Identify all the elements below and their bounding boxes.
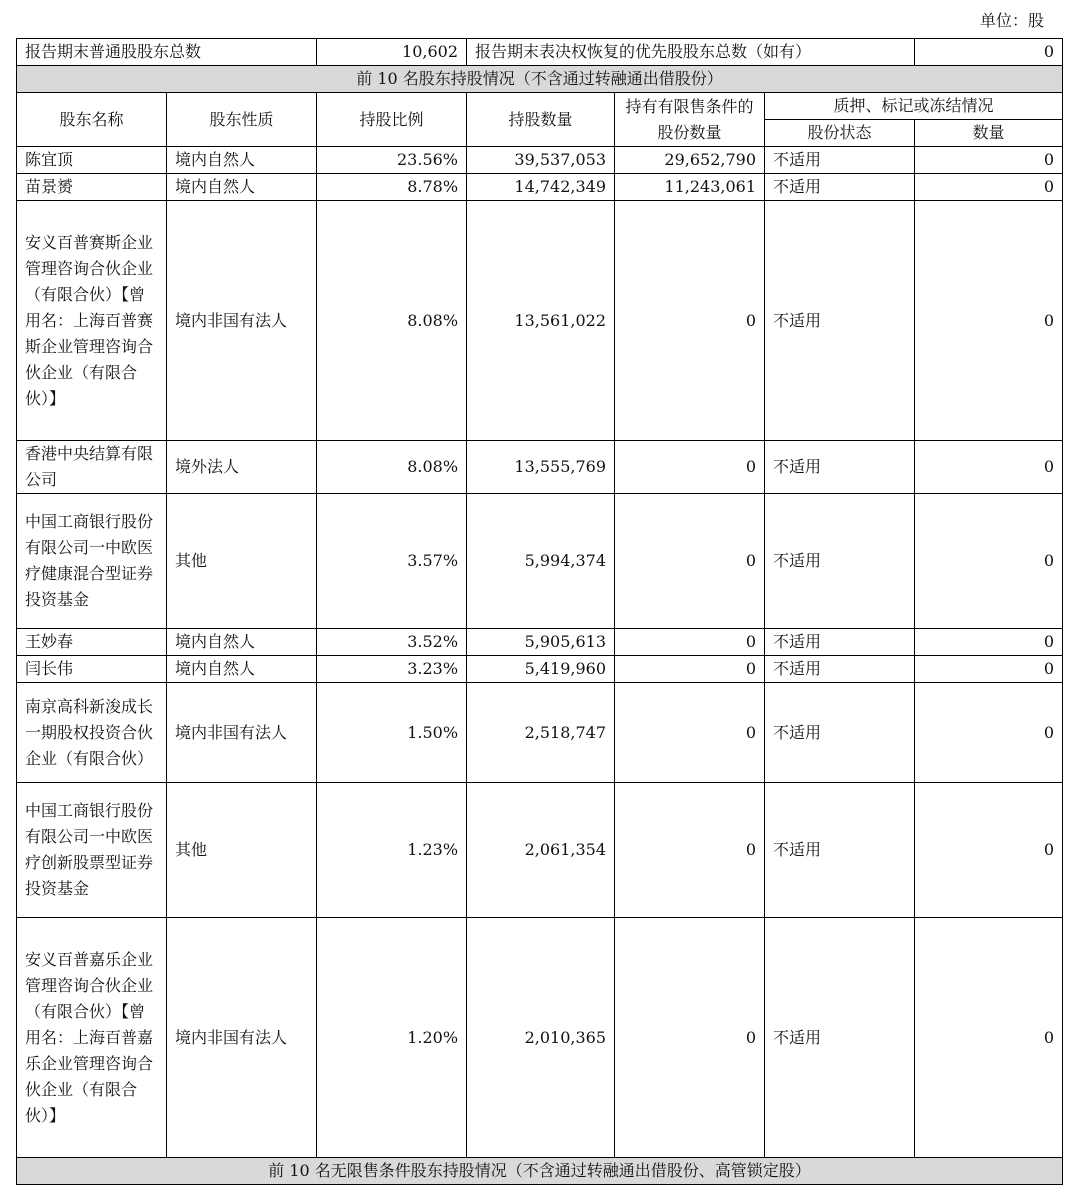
restricted-share-count: 11,243,061: [615, 174, 765, 201]
table-row: [17, 656, 1063, 683]
shareholder-nature: 境内自然人: [167, 147, 317, 174]
shareholder-name: 苗景赟: [17, 174, 167, 201]
shareholder-table: [16, 38, 1063, 1185]
pledge-status: 不适用: [765, 174, 915, 201]
share-count: 5,419,960: [467, 656, 615, 683]
pledge-quantity: 0: [915, 441, 1063, 494]
header-restricted: 持有有限售条件的股份数量: [615, 93, 765, 147]
header-ratio: 持股比例: [317, 93, 467, 147]
pledge-quantity: 0: [915, 918, 1063, 1158]
holding-ratio: 3.52%: [317, 629, 467, 656]
shareholder-nature: 境外法人: [167, 441, 317, 494]
pledge-quantity: 0: [915, 683, 1063, 783]
table-row: [17, 629, 1063, 656]
shareholder-name: 王妙春: [17, 629, 167, 656]
restricted-share-count: 0: [615, 494, 765, 629]
shareholder-nature: 境内非国有法人: [167, 918, 317, 1158]
holding-ratio: 1.20%: [317, 918, 467, 1158]
pledge-status: 不适用: [765, 783, 915, 918]
pledge-quantity: 0: [915, 629, 1063, 656]
pledge-status: 不适用: [765, 683, 915, 783]
restricted-share-count: 0: [615, 683, 765, 783]
header-name: 股东名称: [17, 93, 167, 147]
preferred-holders-label: 报告期末表决权恢复的优先股股东总数（如有）: [467, 39, 915, 66]
holding-ratio: 1.23%: [317, 783, 467, 918]
pledge-status: 不适用: [765, 494, 915, 629]
common-holders-value: 10,602: [317, 39, 467, 66]
shareholder-nature: 其他: [167, 494, 317, 629]
unit-label: 单位：股: [979, 11, 1044, 30]
pledge-quantity: 0: [915, 147, 1063, 174]
holding-ratio: 3.23%: [317, 656, 467, 683]
shareholder-name: 安义百普赛斯企业管理咨询合伙企业（有限合伙）【曾用名：上海百普赛斯企业管理咨询合伙企业（有限合伙）】: [17, 201, 167, 441]
pledge-status: 不适用: [765, 441, 915, 494]
header-row-1: [17, 93, 1063, 120]
share-count: 5,994,374: [467, 494, 615, 629]
share-count: 2,061,354: [467, 783, 615, 918]
shareholder-nature: 其他: [167, 783, 317, 918]
table-row: [17, 174, 1063, 201]
pledge-status: 不适用: [765, 201, 915, 441]
common-holders-label: 报告期末普通股股东总数: [17, 39, 317, 66]
shareholder-nature: 境内非国有法人: [167, 683, 317, 783]
header-pledge: 质押、标记或冻结情况: [765, 93, 1063, 120]
pledge-quantity: 0: [915, 174, 1063, 201]
pledge-status: 不适用: [765, 629, 915, 656]
table-row: [17, 201, 1063, 441]
restricted-share-count: 0: [615, 201, 765, 441]
shareholder-name: 南京高科新浚成长一期股权投资合伙企业（有限合伙）: [17, 683, 167, 783]
holding-ratio: 8.78%: [317, 174, 467, 201]
share-count: 13,561,022: [467, 201, 615, 441]
pledge-quantity: 0: [915, 783, 1063, 918]
shareholder-nature: 境内自然人: [167, 629, 317, 656]
share-count: 2,518,747: [467, 683, 615, 783]
shareholder-name: 闫长伟: [17, 656, 167, 683]
holding-ratio: 1.50%: [317, 683, 467, 783]
share-count: 5,905,613: [467, 629, 615, 656]
shareholder-name: 安义百普嘉乐企业管理咨询合伙企业（有限合伙）【曾用名：上海百普嘉乐企业管理咨询合伙企业（有限合伙）】: [17, 918, 167, 1158]
preferred-holders-value: 0: [915, 39, 1063, 66]
header-status: 股份状态: [765, 120, 915, 147]
section-title-row: [17, 1158, 1063, 1185]
restricted-share-count: 0: [615, 629, 765, 656]
pledge-status: 不适用: [765, 656, 915, 683]
header-shares: 持股数量: [467, 93, 615, 147]
shareholder-name: 陈宜顶: [17, 147, 167, 174]
restricted-share-count: 29,652,790: [615, 147, 765, 174]
pledge-status: 不适用: [765, 147, 915, 174]
share-count: 2,010,365: [467, 918, 615, 1158]
section-restricted-title: 前 10 名无限售条件股东持股情况（不含通过转融通出借股份、高管锁定股）: [17, 1158, 1063, 1185]
header-nature: 股东性质: [167, 93, 317, 147]
table-row: [17, 918, 1063, 1158]
summary-row: [17, 39, 1063, 66]
restricted-share-count: 0: [615, 783, 765, 918]
shareholder-nature: 境内自然人: [167, 656, 317, 683]
table-row: [17, 783, 1063, 918]
table-row: [17, 494, 1063, 629]
share-count: 39,537,053: [467, 147, 615, 174]
share-count: 14,742,349: [467, 174, 615, 201]
table-row: [17, 441, 1063, 494]
holding-ratio: 8.08%: [317, 201, 467, 441]
table-row: [17, 147, 1063, 174]
pledge-quantity: 0: [915, 494, 1063, 629]
holding-ratio: 23.56%: [317, 147, 467, 174]
pledge-quantity: 0: [915, 201, 1063, 441]
pledge-status: 不适用: [765, 918, 915, 1158]
restricted-share-count: 0: [615, 918, 765, 1158]
share-count: 13,555,769: [467, 441, 615, 494]
restricted-share-count: 0: [615, 441, 765, 494]
section-top10-title: 前 10 名股东持股情况（不含通过转融通出借股份）: [17, 66, 1063, 93]
holding-ratio: 8.08%: [317, 441, 467, 494]
shareholder-name: 中国工商银行股份有限公司一中欧医疗健康混合型证券投资基金: [17, 494, 167, 629]
shareholder-nature: 境内自然人: [167, 174, 317, 201]
table-body: [17, 39, 1063, 1185]
shareholder-name: 中国工商银行股份有限公司一中欧医疗创新股票型证券投资基金: [17, 783, 167, 918]
table-row: [17, 683, 1063, 783]
pledge-quantity: 0: [915, 656, 1063, 683]
shareholder-name: 香港中央结算有限公司: [17, 441, 167, 494]
header-qty: 数量: [915, 120, 1063, 147]
shareholder-nature: 境内非国有法人: [167, 201, 317, 441]
section-title-row: [17, 66, 1063, 93]
holding-ratio: 3.57%: [317, 494, 467, 629]
restricted-share-count: 0: [615, 656, 765, 683]
